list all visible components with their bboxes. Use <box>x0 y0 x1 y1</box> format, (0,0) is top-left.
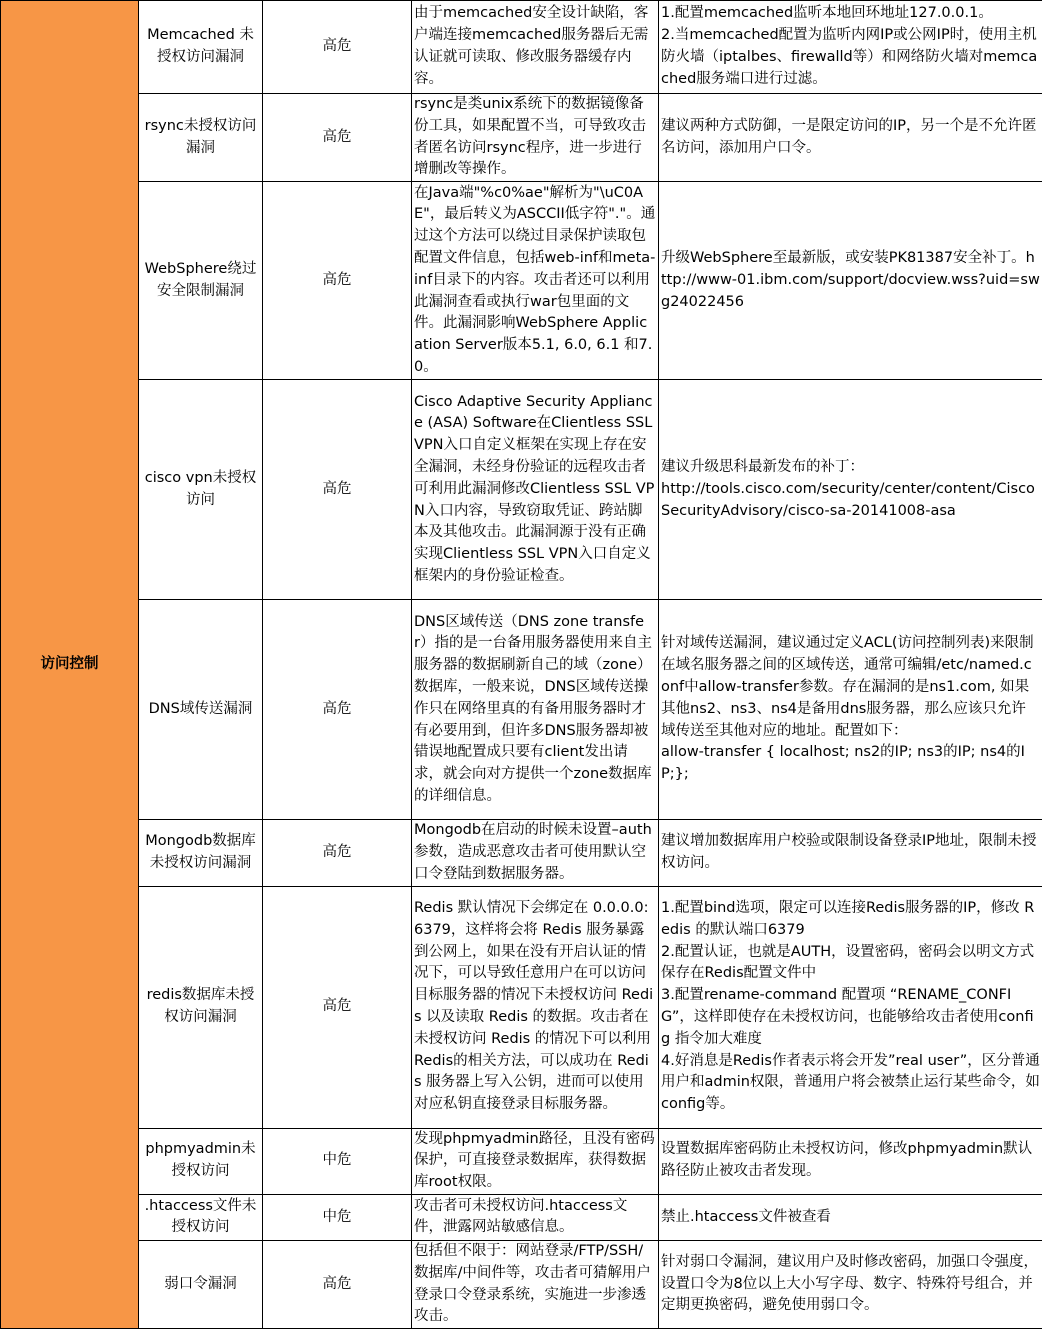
vuln-remedy: 建议两种方式防御，一是限定访问的IP，另一个是不允许匿名访问，添加用户口令。 <box>659 94 1042 182</box>
vuln-name: phpmyadmin未 授权访问 <box>139 1128 263 1194</box>
risk-level: 高危 <box>263 1 412 94</box>
vuln-description: 攻击者可未授权访问.htaccess文件，泄露网站敏感信息。 <box>412 1194 659 1240</box>
vuln-name: .htaccess文件未 授权访问 <box>139 1194 263 1240</box>
vuln-description: rsync是类unix系统下的数据镜像备份工具，如果配置不当，可导致攻击者匿名访问rsync程序，进一步进行增删改等操作。 <box>412 94 659 182</box>
vuln-description: 发现phpmyadmin路径，且没有密码保护，可直接登录数据库，获得数据库root权限。 <box>412 1128 659 1194</box>
risk-level: 高危 <box>263 182 412 380</box>
risk-level: 高危 <box>263 600 412 820</box>
vuln-name: rsync未授权访问 漏洞 <box>139 94 263 182</box>
vuln-remedy: 针对域传送漏洞，建议通过定义ACL(访问控制列表)来限制在域名服务器之间的区域传送，通常可编辑/etc/named.conf中allow-transfer参数。存在漏洞的是ns1.com, 如果其他ns2、ns3、ns4是备用dns服务器，那么应该只允许域传送至其他对应的地址。配置如下： allow-transfer { localhost; ns2的IP; ns3的IP; ns4的IP;}; <box>659 600 1042 820</box>
vuln-remedy: 设置数据库密码防止未授权访问，修改phpmyadmin默认路径防止被攻击者发现。 <box>659 1128 1042 1194</box>
table-row <box>1 1128 1042 1194</box>
vuln-remedy: 升级WebSphere至最新版，或安装PK81387安全补丁。http://www-01.ibm.com/support/docview.wss?uid=swg24022456 <box>659 182 1042 380</box>
table-row <box>1 1194 1042 1240</box>
table-row <box>1 182 1042 380</box>
vuln-description: 由于memcached安全设计缺陷，客户端连接memcached服务器后无需认证就可读取、修改服务器缓存内容。 <box>412 1 659 94</box>
vuln-remedy: 1.配置bind选项，限定可以连接Redis服务器的IP，修改 Redis 的默认端口6379 2.配置认证，也就是AUTH，设置密码，密码会以明文方式保存在Redis配置文件中 3.配置rename-command 配置项 “RENAME_CONFIG”，这样即使存在未授权访问，也能够给攻击者使用config 指令加大难度 4.好消息是Redis作者表示将会开发”real user”，区分普通用户和admin权限，普通用户将会被禁止运行某些命令，如config等。 <box>659 886 1042 1128</box>
risk-level: 高危 <box>263 886 412 1128</box>
category-cell: 访问控制 <box>1 1 139 1329</box>
vuln-name: 弱口令漏洞 <box>139 1240 263 1328</box>
vuln-description: DNS区域传送（DNS zone transfer）指的是一台备用服务器使用来自主服务器的数据刷新自己的域（zone）数据库，一般来说，DNS区域传送操作只在网络里真的有备用服务器时才有必要用到，但许多DNS服务器却被错误地配置成只要有client发出请求，就会向对方提供一个zone数据库的详细信息。 <box>412 600 659 820</box>
vuln-name: cisco vpn未授权 访问 <box>139 380 263 600</box>
vuln-description: Cisco Adaptive Security Appliance (ASA) Software在Clientless SSL VPN入口自定义框架在实现上存在安全漏洞，未经身份验证的远程攻击者可利用此漏洞修改Clientless SSL VPN入口内容，导致窃取凭证、跨站脚本及其他攻击。此漏洞源于没有正确实现Clientless SSL VPN入口自定义框架内的身份验证检查。 <box>412 380 659 600</box>
vuln-name: WebSphere绕过 安全限制漏洞 <box>139 182 263 380</box>
vuln-remedy: 建议增加数据库用户校验或限制设备登录IP地址，限制未授权访问。 <box>659 820 1042 886</box>
table-row <box>1 94 1042 182</box>
table-row <box>1 1240 1042 1328</box>
vuln-description: 包括但不限于：网站登录/FTP/SSH/数据库/中间件等，攻击者可猜解用户登录口令登录系统，实施进一步渗透攻击。 <box>412 1240 659 1328</box>
risk-level: 高危 <box>263 820 412 886</box>
table-row <box>1 1 1042 94</box>
risk-level: 高危 <box>263 94 412 182</box>
vuln-remedy: 建议升级思科最新发布的补丁： http://tools.cisco.com/security/center/content/CiscoSecurityAdvisory/cisco-sa-20141008-asa <box>659 380 1042 600</box>
vuln-remedy: 针对弱口令漏洞，建议用户及时修改密码，加强口令强度，设置口令为8位以上大小写字母、数字、特殊符号组合，并定期更换密码，避免使用弱口令。 <box>659 1240 1042 1328</box>
risk-level: 中危 <box>263 1194 412 1240</box>
vuln-name: Memcached 未 授权访问漏洞 <box>139 1 263 94</box>
risk-level: 高危 <box>263 380 412 600</box>
vuln-description: Mongodb在启动的时候未设置–auth参数，造成恶意攻击者可使用默认空口令登陆到数据服务器。 <box>412 820 659 886</box>
vuln-name: redis数据库未授 权访问漏洞 <box>139 886 263 1128</box>
vuln-description: 在Java端"%c0%ae"解析为"\uC0AE"，最后转义为ASCCII低字符"."。通过这个方法可以绕过目录保护读取包配置文件信息，包括web-inf和meta-inf目录下的内容。攻击者还可以利用此漏洞查看或执行war包里面的文件。此漏洞影响WebSphere Application Server版本5.1, 6.0, 6.1 和7.0。 <box>412 182 659 380</box>
vuln-description: Redis 默认情况下会绑定在 0.0.0.0:6379，这样将会将 Redis 服务暴露到公网上，如果在没有开启认证的情况下，可以导致任意用户在可以访问目标服务器的情况下未授权访问 Redis 以及读取 Redis 的数据。攻击者在未授权访问 Redis 的情况下可以利用 Redis的相关方法，可以成功在 Redis 服务器上写入公钥，进而可以使用对应私钥直接登录目标服务器。 <box>412 886 659 1128</box>
vuln-remedy: 禁止.htaccess文件被查看 <box>659 1194 1042 1240</box>
vuln-name: Mongodb数据库 未授权访问漏洞 <box>139 820 263 886</box>
table-row <box>1 886 1042 1128</box>
vuln-remedy: 1.配置memcached监听本地回环地址127.0.0.1。 2.当memcached配置为监听内网IP或公网IP时，使用主机防火墙（iptalbes、firewalld等）和网络防火墙对memcached服务端口进行过滤。 <box>659 1 1042 94</box>
vuln-name: DNS域传送漏洞 <box>139 600 263 820</box>
table-row <box>1 820 1042 886</box>
table-row <box>1 600 1042 820</box>
table-row <box>1 380 1042 600</box>
risk-level: 高危 <box>263 1240 412 1328</box>
risk-level: 中危 <box>263 1128 412 1194</box>
